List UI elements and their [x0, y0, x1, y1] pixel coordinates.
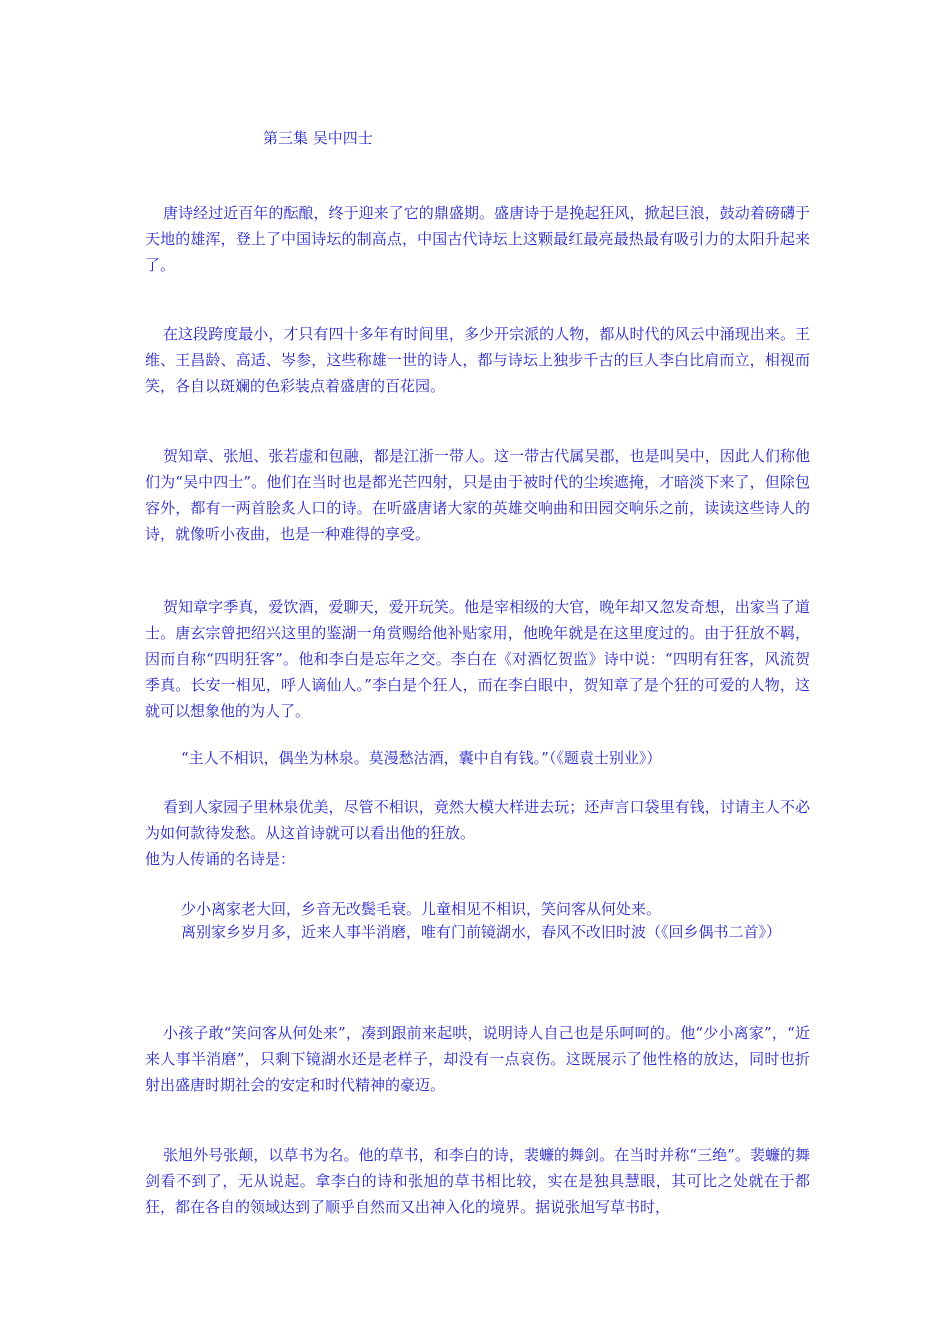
- poem-line-2: 离别家乡岁月多，近来人事半消磨，唯有门前镜湖水，春风不改旧时波（《回乡偶书二首》）: [181, 923, 782, 941]
- famous-poem-intro: 他为人传诵的名诗是：: [145, 850, 296, 868]
- poem-quote-yuan-shi: “主人不相识，偶坐为林泉。莫漫愁沽酒，囊中自有钱。”（《题袁士别业》）: [181, 749, 662, 767]
- paragraph-poem-analysis: 小孩子敢“笑问客从何处来”，凑到跟前来起哄，说明诗人自己也是乐呵呵的。他“少小离家”，“近来人事半消磨”，只剩下镜湖水还是老样子，却没有一点哀伤。这既展示了他性格的放达，同时也折射出盛唐时期社会的安定和时代精神的豪迈。: [145, 1024, 810, 1094]
- paragraph-tang-poetry-peak: 唐诗经过近百年的酝酿，终于迎来了它的鼎盛期。盛唐诗于是挽起狂风，掀起巨浪，鼓动着磅礴于天地的雄浑，登上了中国诗坛的制高点，中国古代诗坛上这颗最红最亮最热最有吸引力的太阳升起来了。: [145, 204, 810, 274]
- poem-line-1: 少小离家老大回，乡音无改鬓毛衰。儿童相见不相识，笑问客从何处来。: [181, 900, 662, 918]
- page-title: 第三集 吴中四士: [263, 129, 373, 147]
- paragraph-great-poets: 在这段跨度最小，才只有四十多年有时间里，多少开宗派的人物，都从时代的风云中涌现出来。王维、王昌龄、高适、岑参，这些称雄一世的诗人，都与诗坛上独步千古的巨人李白比肩而立，相视而笑，各自以斑斓的色彩装点着盛唐的百花园。: [145, 325, 810, 395]
- paragraph-four-scholars: 贺知章、张旭、张若虚和包融，都是江浙一带人。这一带古代属吴郡，也是叫吴中，因此人们称他们为“吴中四士”。他们在当时也是都光芒四射，只是由于被时代的尘埃遮掩，才暗淡下来了，但除包容外，都有一两首脍炙人口的诗。在听盛唐诸大家的英雄交响曲和田园交响乐之前，读读这些诗人的诗，就像听小夜曲，也是一种难得的享受。: [145, 447, 810, 543]
- paragraph-zhang-xu: 张旭外号张颠，以草书为名。他的草书，和李白的诗，裴蠊的舞剑。在当时并称“三绝”。裴蠊的舞剑看不到了，无从说起。拿李白的诗和张旭的草书相比较，实在是独具慧眼，其可比之处就在于都狂，都在各自的领域达到了顺乎自然而又出神入化的境界。据说张旭写草书时，: [145, 1146, 810, 1216]
- paragraph-he-zhizhang: 贺知章字季真，爱饮酒，爱聊天，爱开玩笑。他是宰相级的大官，晚年却又忽发奇想，出家当了道士。唐玄宗曾把绍兴这里的鉴湖一角赏赐给他补贴家用，他晚年就是在这里度过的。由于狂放不羁，因而自称“四明狂客”。他和李白是忘年之交。李白在《对酒忆贺监》诗中说：“四明有狂客，风流贺季真。长安一相见，呼人谪仙人。”李白是个狂人，而在李白眼中，贺知章了是个狂的可爱的人物，这就可以想象他的为人了。: [145, 598, 810, 720]
- paragraph-poem-commentary: 看到人家园子里林泉优美，尽管不相识，竟然大模大样进去玩；还声言口袋里有钱，讨请主人不必为如何款待发愁。从这首诗就可以看出他的狂放。: [145, 798, 810, 842]
